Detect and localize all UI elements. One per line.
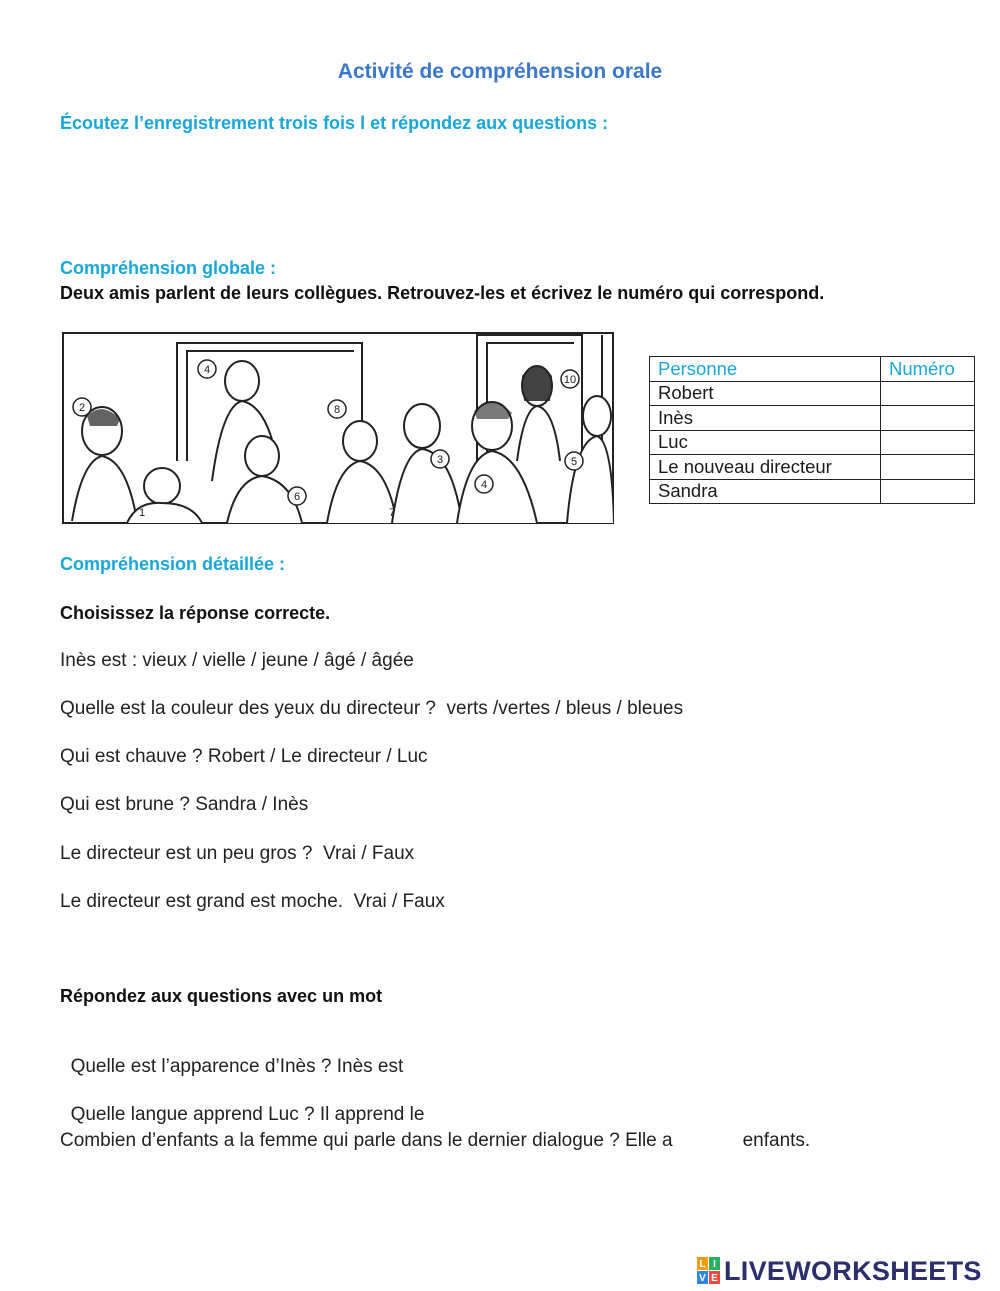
number-answer-cell[interactable] xyxy=(881,406,975,431)
word-question-text: Combien d’enfants a la femme qui parle dans le dernier dialogue ? Elle a xyxy=(60,1130,673,1151)
page-title: Activité de compréhension orale xyxy=(337,60,663,83)
answer-field[interactable] xyxy=(673,1131,743,1151)
person-cell: Le nouveau directeur xyxy=(650,455,881,480)
svg-text:V: V xyxy=(699,1273,706,1284)
table-row xyxy=(650,430,975,455)
colleagues-illustration xyxy=(62,331,614,525)
illustration-number: 6 xyxy=(293,491,301,503)
header-person: Personne xyxy=(650,357,881,382)
choice-question[interactable]: Quelle est la couleur des yeux du directeur ? verts /vertes / bleus / bleues xyxy=(60,698,684,719)
table-row xyxy=(650,406,975,431)
person-cell: Sandra xyxy=(650,479,881,504)
table-row xyxy=(650,455,975,480)
number-answer-cell[interactable] xyxy=(881,381,975,406)
person-cell: Robert xyxy=(650,381,881,406)
svg-text:L: L xyxy=(699,1259,706,1270)
svg-text:I: I xyxy=(713,1259,716,1270)
number-answer-cell[interactable] xyxy=(881,455,975,480)
table-row xyxy=(650,381,975,406)
word-question-text: Quelle est l’apparence d’Inès ? Inès est xyxy=(70,1056,404,1077)
illustration-number: 2 xyxy=(78,402,86,414)
choice-question[interactable]: Qui est chauve ? Robert / Le directeur / Luc xyxy=(60,746,428,767)
illustration-number: 4 xyxy=(480,479,488,491)
choice-question[interactable]: Inès est : vieux / vielle / jeune / âgé / âgée xyxy=(60,650,414,671)
word-question xyxy=(60,1130,810,1152)
brand-name: LIVEWORKSHEETS xyxy=(724,1255,982,1286)
person-cell: Luc xyxy=(650,430,881,455)
person-number-table xyxy=(649,356,975,504)
word-question-text: Quelle langue apprend Luc ? Il apprend le xyxy=(70,1104,425,1125)
choose-heading: Choisissez la réponse correcte. xyxy=(60,603,331,623)
svg-text:E: E xyxy=(711,1273,718,1284)
listening-instruction: Écoutez l’enregistrement trois fois l et répondez aux questions : xyxy=(60,113,609,133)
number-answer-cell[interactable] xyxy=(881,430,975,455)
illustration-number: 4 xyxy=(203,364,211,376)
illustration-number: 3 xyxy=(436,454,444,466)
choice-question[interactable]: Le directeur est un peu gros ? Vrai / Faux xyxy=(60,843,415,864)
choice-question[interactable]: Qui est brune ? Sandra / Inès xyxy=(60,794,309,815)
illustration-number: 1 xyxy=(138,507,146,519)
word-question-text-end: enfants. xyxy=(742,1130,811,1151)
number-answer-cell[interactable] xyxy=(881,479,975,504)
illustration-number: 7 xyxy=(388,507,396,519)
liveworksheets-logo xyxy=(697,1255,982,1287)
word-heading: Répondez aux questions avec un mot xyxy=(60,986,383,1006)
illustration-number: 10 xyxy=(563,374,577,386)
table-row xyxy=(650,479,975,504)
header-number: Numéro xyxy=(881,357,975,382)
person-cell: Inès xyxy=(650,406,881,431)
illustration-number: 8 xyxy=(333,404,341,416)
choice-question[interactable]: Le directeur est grand est moche. Vrai / Faux xyxy=(60,891,445,912)
illustration-number: 5 xyxy=(570,456,578,468)
global-heading: Compréhension globale : xyxy=(60,258,277,278)
global-instruction: Deux amis parlent de leurs collègues. Retrouvez-les et écrivez le numéro qui correspond. xyxy=(60,283,825,303)
liveworksheets-badge-icon xyxy=(697,1257,721,1285)
detailed-heading: Compréhension détaillée : xyxy=(60,554,286,574)
table-header-row xyxy=(650,357,975,382)
